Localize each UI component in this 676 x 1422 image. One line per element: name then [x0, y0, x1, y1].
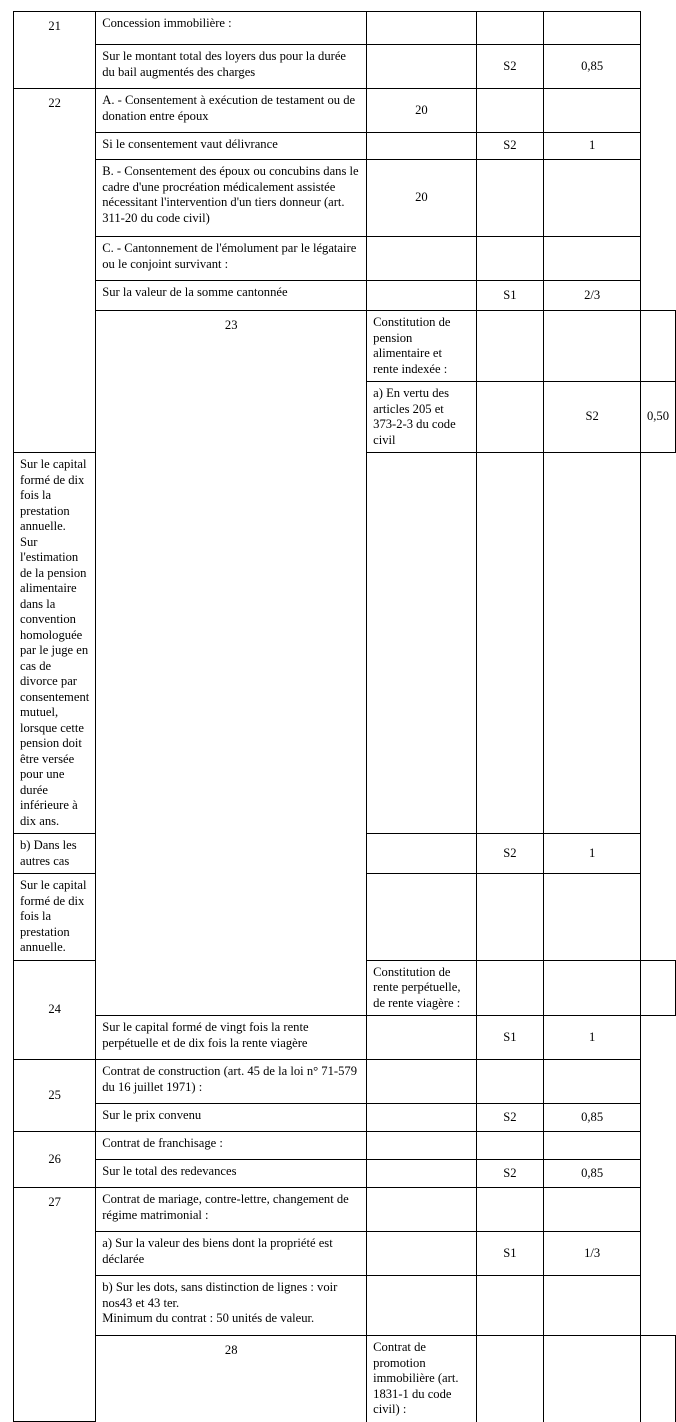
entry-number: 25 [14, 1060, 96, 1132]
entry-description: Si le consentement vaut délivrance [96, 133, 367, 160]
scale-cell [476, 89, 544, 133]
entry-description: A. - Consentement à exécution de testament ou de donation entre époux [96, 89, 367, 133]
scale-cell [476, 160, 544, 237]
scale-cell [476, 1276, 544, 1336]
scale-cell: S1 [476, 281, 544, 311]
table-row [14, 281, 676, 311]
rate-cell [544, 12, 641, 45]
entry-description: Contrat de construction (art. 45 de la loi n° 71-579 du 16 juillet 1971) : [96, 1060, 367, 1104]
entry-number: 24 [14, 960, 96, 1060]
fixed-amount-cell [476, 1336, 544, 1422]
rate-cell [640, 311, 675, 382]
fixed-amount-cell [367, 281, 476, 311]
fixed-amount-cell [476, 382, 544, 453]
table-row [14, 1336, 676, 1422]
table-row [14, 1016, 676, 1060]
scale-cell: S2 [544, 382, 641, 453]
scale-cell [544, 960, 641, 1016]
scale-cell: S2 [476, 834, 544, 874]
rate-cell: 1 [544, 1016, 641, 1060]
fixed-amount-cell [367, 874, 476, 961]
entry-description: Contrat de promotion immobilière (art. 1831-1 du code civil) : [367, 1336, 476, 1422]
rate-cell [544, 1276, 641, 1336]
rate-cell [640, 1336, 675, 1422]
fixed-amount-cell: 20 [367, 89, 476, 133]
fixed-amount-cell [367, 834, 476, 874]
rate-cell: 1 [544, 834, 641, 874]
entry-description: Sur le prix convenu [96, 1104, 367, 1132]
table-row [14, 1060, 676, 1104]
entry-description: Sur le montant total des loyers dus pour la durée du bail augmentés des charges [96, 45, 367, 89]
fixed-amount-cell [367, 1016, 476, 1060]
entry-number: 23 [96, 311, 367, 1016]
tariff-table-body [14, 12, 676, 1422]
entry-description: Contrat de franchisage : [96, 1132, 367, 1160]
rate-cell: 0,85 [544, 45, 641, 89]
fixed-amount-cell [367, 1232, 476, 1276]
rate-cell: 1 [544, 133, 641, 160]
table-row [14, 133, 676, 160]
scale-cell [476, 874, 544, 961]
entry-description: b) Sur les dots, sans distinction de lignes : voir nos43 et 43 ter. Minimum du contrat : 50 unités de valeur. [96, 1276, 367, 1336]
entry-description: Sur la valeur de la somme cantonnée [96, 281, 367, 311]
table-row [14, 311, 676, 382]
rate-cell: 0,50 [640, 382, 675, 453]
entry-description: a) Sur la valeur des biens dont la propriété est déclarée [96, 1232, 367, 1276]
rate-cell: 2/3 [544, 281, 641, 311]
entry-description: Sur le capital formé de dix fois la prestation annuelle. [14, 874, 96, 961]
table-row [14, 1104, 676, 1132]
rate-cell: 0,85 [544, 1104, 641, 1132]
scale-cell [476, 1132, 544, 1160]
fixed-amount-cell [367, 12, 476, 45]
fixed-amount-cell: 20 [367, 160, 476, 237]
rate-cell [544, 874, 641, 961]
scale-cell: S1 [476, 1016, 544, 1060]
entry-description: C. - Cantonnement de l'émolument par le légataire ou le conjoint survivant : [96, 237, 367, 281]
scale-cell: S2 [476, 45, 544, 89]
rate-cell [640, 960, 675, 1016]
fixed-amount-cell [367, 237, 476, 281]
entry-number: 27 [14, 1188, 96, 1422]
scale-cell: S1 [476, 1232, 544, 1276]
scale-cell [544, 1336, 641, 1422]
scale-cell [544, 311, 641, 382]
entry-description: Constitution de pension alimentaire et rente indexée : [367, 311, 476, 382]
entry-description: Sur le capital formé de vingt fois la rente perpétuelle et de dix fois la rente viagère [96, 1016, 367, 1060]
rate-cell [544, 1060, 641, 1104]
entry-description: Constitution de rente perpétuelle, de rente viagère : [367, 960, 476, 1016]
fixed-amount-cell [367, 133, 476, 160]
fixed-amount-cell [367, 453, 476, 834]
fixed-amount-cell [367, 1160, 476, 1188]
rate-cell [544, 160, 641, 237]
entry-number: 26 [14, 1132, 96, 1188]
scale-cell [476, 12, 544, 45]
rate-cell: 1/3 [544, 1232, 641, 1276]
table-row [14, 1188, 676, 1232]
table-row [14, 1232, 676, 1276]
table-row [14, 89, 676, 133]
rate-cell: 0,85 [544, 1160, 641, 1188]
fixed-amount-cell [367, 45, 476, 89]
entry-number: 21 [14, 12, 96, 89]
entry-description: Concession immobilière : [96, 12, 367, 45]
entry-number: 28 [96, 1336, 367, 1422]
rate-cell [544, 453, 641, 834]
rate-cell [544, 89, 641, 133]
table-row [14, 1132, 676, 1160]
table-row [14, 1160, 676, 1188]
fixed-amount-cell [367, 1276, 476, 1336]
fixed-amount-cell [367, 1060, 476, 1104]
scale-cell [476, 1060, 544, 1104]
fixed-amount-cell [367, 1104, 476, 1132]
entry-description: B. - Consentement des époux ou concubins dans le cadre d'une procréation médicalement assistée nécessitant l'intervention d'un tiers donneur (art. 311-20 du code civil) [96, 160, 367, 237]
entry-description: Sur le capital formé de dix fois la prestation annuelle. Sur l'estimation de la pension alimentaire dans la convention homologuée par le juge en cas de divorce par consentement mutuel, lorsque cette pension doit être versée pour une durée inférieure à dix ans. [14, 453, 96, 834]
entry-description: Contrat de mariage, contre-lettre, changement de régime matrimonial : [96, 1188, 367, 1232]
table-row [14, 237, 676, 281]
scale-cell [476, 237, 544, 281]
scale-cell: S2 [476, 1160, 544, 1188]
fixed-amount-cell [367, 1132, 476, 1160]
fixed-amount-cell [476, 311, 544, 382]
scale-cell [476, 1188, 544, 1232]
entry-description: Sur le total des redevances [96, 1160, 367, 1188]
entry-number: 22 [14, 89, 96, 453]
rate-cell [544, 1132, 641, 1160]
scale-cell: S2 [476, 133, 544, 160]
table-row [14, 12, 676, 45]
rate-cell [544, 1188, 641, 1232]
table-row [14, 1276, 676, 1336]
tariff-table [13, 11, 676, 1422]
entry-description: a) En vertu des articles 205 et 373-2-3 du code civil [367, 382, 476, 453]
fixed-amount-cell [476, 960, 544, 1016]
entry-description: b) Dans les autres cas [14, 834, 96, 874]
table-row [14, 45, 676, 89]
scale-cell [476, 453, 544, 834]
table-row [14, 160, 676, 237]
scale-cell: S2 [476, 1104, 544, 1132]
fixed-amount-cell [367, 1188, 476, 1232]
rate-cell [544, 237, 641, 281]
